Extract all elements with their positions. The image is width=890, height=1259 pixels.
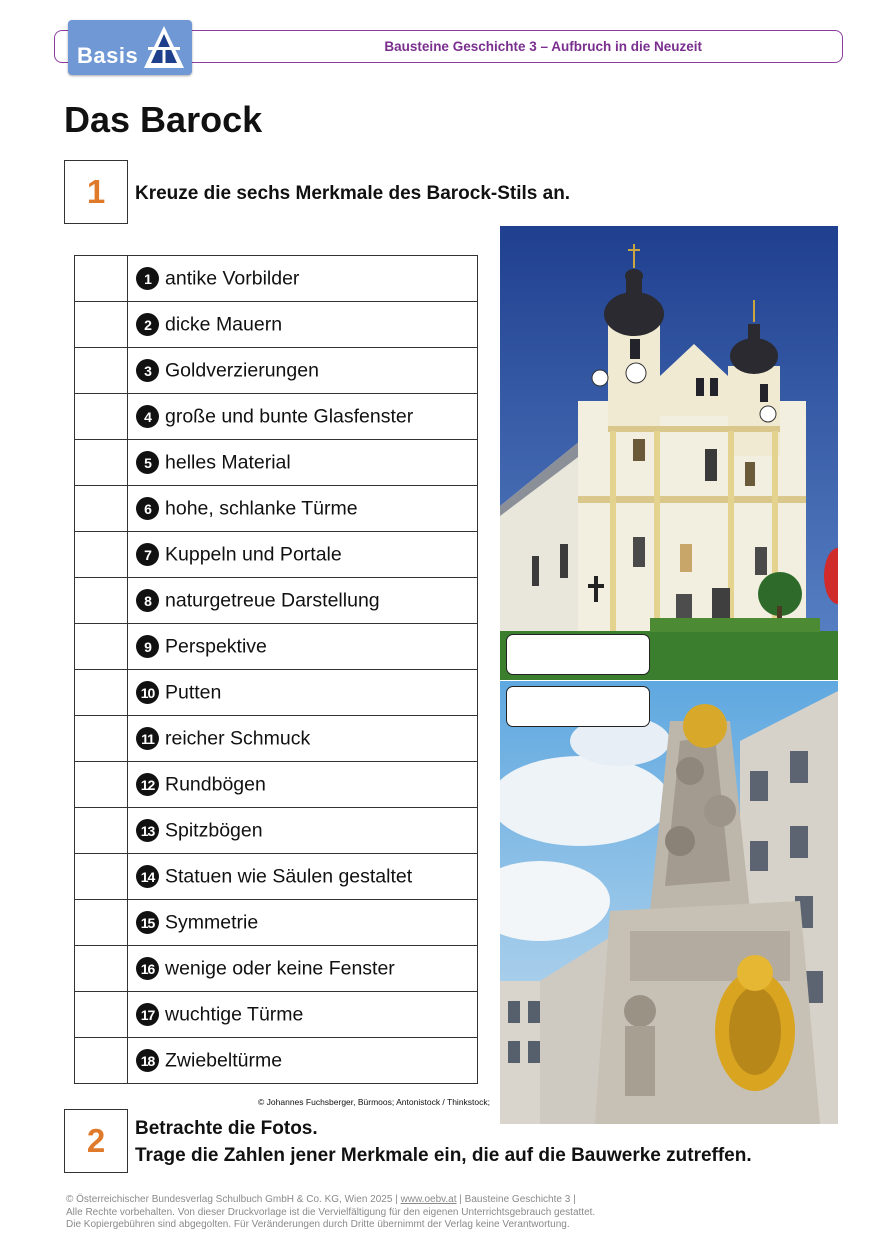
feature-label: dicke Mauern <box>165 313 283 336</box>
feature-label: Perspektive <box>165 635 267 658</box>
feature-label-cell <box>128 808 478 854</box>
feature-number-badge: 15 <box>136 911 159 934</box>
feature-label-cell <box>128 900 478 946</box>
feature-row <box>75 1038 478 1084</box>
feature-number-badge: 5 <box>136 451 159 474</box>
feature-label: große und bunte Glasfenster <box>165 405 414 428</box>
feature-number-badge: 11 <box>136 727 159 750</box>
footer-line2: Alle Rechte vorbehalten. Von dieser Druckvorlage ist die Vervielfältigung für den eigenen Unterrichtsgebrauch gestattet. <box>66 1206 596 1218</box>
feature-row <box>75 762 478 808</box>
feature-row <box>75 256 478 302</box>
feature-number-badge: 12 <box>136 773 159 796</box>
task2-line2: Trage die Zahlen jener Merkmale ein, die auf die Bauwerke zutreffen. <box>135 1145 752 1166</box>
plague-column-photo <box>500 681 838 1124</box>
feature-label: antike Vorbilder <box>165 267 300 290</box>
feature-label-cell <box>128 302 478 348</box>
feature-row <box>75 716 478 762</box>
publisher-link[interactable]: www.oebv.at <box>400 1194 457 1205</box>
triangle-logo-icon <box>142 24 186 70</box>
feature-table <box>74 255 478 1084</box>
feature-label-cell <box>128 348 478 394</box>
feature-label-cell <box>128 716 478 762</box>
footer-series: | Bausteine Geschichte 3 | <box>456 1194 576 1205</box>
feature-number-badge: 16 <box>136 957 159 980</box>
feature-row <box>75 670 478 716</box>
feature-checkbox[interactable] <box>75 716 128 762</box>
feature-checkbox[interactable] <box>75 900 128 946</box>
feature-number-badge: 7 <box>136 543 159 566</box>
feature-row <box>75 900 478 946</box>
feature-label-cell <box>128 946 478 992</box>
feature-checkbox[interactable] <box>75 992 128 1038</box>
feature-row <box>75 946 478 992</box>
feature-label: helles Material <box>165 451 291 474</box>
feature-label-cell <box>128 256 478 302</box>
answer-box-church[interactable] <box>506 634 650 675</box>
feature-checkbox[interactable] <box>75 624 128 670</box>
feature-row <box>75 394 478 440</box>
feature-checkbox[interactable] <box>75 1038 128 1084</box>
feature-number-badge: 10 <box>136 681 159 704</box>
task2-line1: Betrachte die Fotos. <box>135 1118 318 1139</box>
feature-number-badge: 3 <box>136 359 159 382</box>
footer-line3: Die Kopiergebühren sind abgegolten. Für Veränderungen durch Dritte übernimmt der Verlag keine Verantwortung. <box>66 1219 570 1230</box>
feature-row <box>75 348 478 394</box>
feature-checkbox[interactable] <box>75 808 128 854</box>
feature-checkbox[interactable] <box>75 302 128 348</box>
feature-label: Rundbögen <box>165 773 266 796</box>
footer-line1 <box>66 1194 595 1207</box>
church-photo <box>500 226 838 680</box>
feature-label: hohe, schlanke Türme <box>165 497 358 520</box>
feature-number-badge: 9 <box>136 635 159 658</box>
task1-instruction: Kreuze die sechs Merkmale des Barock-Stils an. <box>135 183 571 204</box>
feature-label-cell <box>128 486 478 532</box>
feature-label-cell <box>128 440 478 486</box>
feature-row <box>75 578 478 624</box>
feature-row <box>75 992 478 1038</box>
feature-label: wuchtige Türme <box>165 1003 304 1026</box>
feature-label: Symmetrie <box>165 911 259 934</box>
feature-row <box>75 302 478 348</box>
feature-label-cell <box>128 532 478 578</box>
feature-checkbox[interactable] <box>75 854 128 900</box>
feature-row <box>75 486 478 532</box>
footer <box>66 1194 595 1232</box>
feature-label: Kuppeln und Portale <box>165 543 342 566</box>
answer-box-column[interactable] <box>506 686 650 727</box>
feature-number-badge: 4 <box>136 405 159 428</box>
feature-number-badge: 14 <box>136 865 159 888</box>
feature-label-cell <box>128 992 478 1038</box>
feature-label-cell <box>128 762 478 808</box>
feature-row <box>75 854 478 900</box>
feature-label: Zwiebeltürme <box>165 1049 283 1072</box>
feature-number-badge: 2 <box>136 313 159 336</box>
feature-checkbox[interactable] <box>75 670 128 716</box>
task-number-2: 2 <box>64 1109 128 1173</box>
feature-checkbox[interactable] <box>75 256 128 302</box>
feature-row <box>75 532 478 578</box>
feature-checkbox[interactable] <box>75 440 128 486</box>
feature-label-cell <box>128 578 478 624</box>
feature-row <box>75 624 478 670</box>
feature-label: wenige oder keine Fenster <box>165 957 395 980</box>
feature-label-cell <box>128 624 478 670</box>
feature-label: Goldverzierungen <box>165 359 319 382</box>
feature-row <box>75 808 478 854</box>
feature-number-badge: 17 <box>136 1003 159 1026</box>
basis-logo <box>68 20 192 75</box>
page-title: Das Barock <box>64 99 263 140</box>
feature-checkbox[interactable] <box>75 578 128 624</box>
feature-checkbox[interactable] <box>75 762 128 808</box>
series-title: Bausteine Geschichte 3 – Aufbruch in die Neuzeit <box>384 39 702 54</box>
feature-label: naturgetreue Darstellung <box>165 589 380 612</box>
feature-label: Putten <box>165 681 222 704</box>
feature-label-cell <box>128 670 478 716</box>
feature-label: reicher Schmuck <box>165 727 311 750</box>
feature-number-badge: 18 <box>136 1049 159 1072</box>
task-number-1: 1 <box>64 160 128 224</box>
feature-label-cell <box>128 394 478 440</box>
feature-label-cell <box>128 854 478 900</box>
logo-text: Basis <box>77 43 139 68</box>
task2-instruction <box>135 1115 752 1169</box>
feature-checkbox[interactable] <box>75 532 128 578</box>
feature-label: Spitzbögen <box>165 819 263 842</box>
feature-checkbox[interactable] <box>75 946 128 992</box>
feature-number-badge: 13 <box>136 819 159 842</box>
feature-checkbox[interactable] <box>75 394 128 440</box>
feature-number-badge: 1 <box>136 267 159 290</box>
feature-number-badge: 6 <box>136 497 159 520</box>
feature-checkbox[interactable] <box>75 486 128 532</box>
feature-label-cell <box>128 1038 478 1084</box>
feature-number-badge: 8 <box>136 589 159 612</box>
feature-checkbox[interactable] <box>75 348 128 394</box>
feature-label: Statuen wie Säulen gestaltet <box>165 865 413 888</box>
feature-row <box>75 440 478 486</box>
footer-copyright: © Österreichischer Bundesverlag Schulbuch GmbH & Co. KG, Wien 2025 | <box>66 1194 401 1205</box>
photo-credits: © Johannes Fuchsberger, Bürmoos; Antonistock / Thinkstock; <box>258 1097 490 1107</box>
